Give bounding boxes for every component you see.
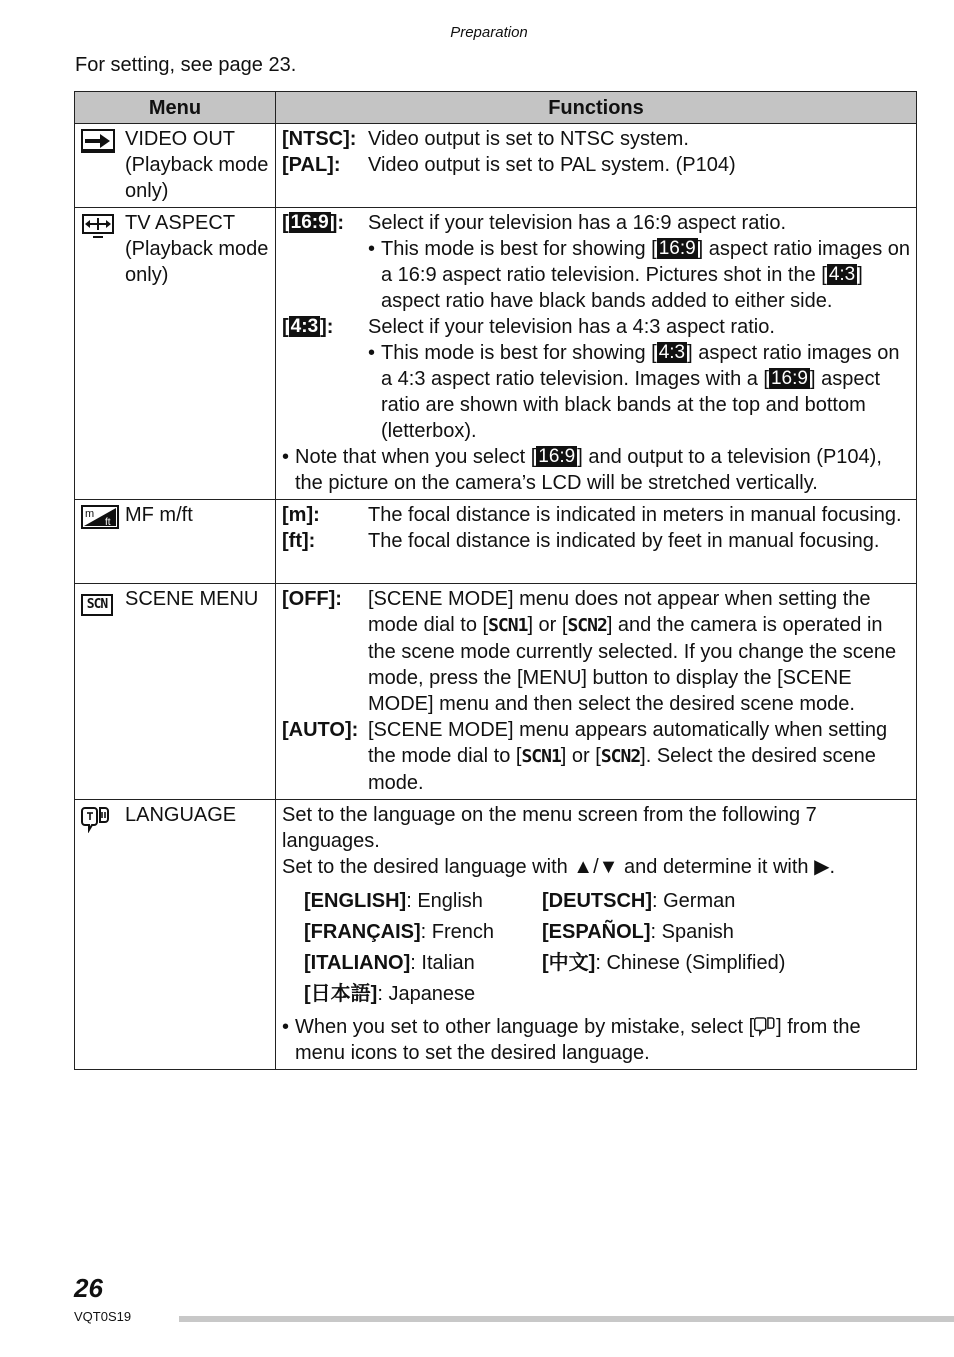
tv-aspect-icon xyxy=(81,213,115,237)
option-m: [m]: The focal distance is indicated in meters in manual focusing. xyxy=(282,504,902,526)
menu-table xyxy=(74,91,917,1070)
menu-item-name: LANGUAGE xyxy=(125,804,237,826)
svg-text:ft: ft xyxy=(105,517,111,528)
language-icon xyxy=(81,805,115,829)
scene-menu-icon: SCN xyxy=(81,594,113,616)
language-description: Set to the language on the menu screen from the following 7 languages. xyxy=(282,804,817,852)
list-item: [日本語]: Japanese xyxy=(304,983,476,1005)
option-16-9: [ 16:9 ]: Select if your television has a 16:9 aspect ratio. xyxy=(282,212,787,234)
aspect-4-3-badge: 4:3 xyxy=(828,264,856,285)
functions-cell xyxy=(276,584,917,800)
scn1-icon: SCN1 xyxy=(488,615,528,636)
language-list xyxy=(304,886,910,1010)
menu-item-name: TV ASPECT xyxy=(125,212,236,234)
option-ntsc: [NTSC]: Video output is set to NTSC system. xyxy=(282,128,689,150)
aspect-16-9-badge: 16:9 xyxy=(770,368,808,389)
scn2-icon: SCN2 xyxy=(600,746,641,767)
aspect-16-9-badge: 16:9 xyxy=(658,238,696,259)
column-header-menu: Menu xyxy=(75,92,276,124)
list-item: [中文]: Chinese (Simplified) xyxy=(542,952,786,974)
aspect-16-9-badge: 16:9 xyxy=(538,446,576,467)
menu-cell xyxy=(75,208,276,500)
footer-bar xyxy=(179,1316,954,1322)
list-item: [ESPAÑOL]: Spanish xyxy=(542,921,734,943)
functions-cell xyxy=(276,124,917,208)
menu-item-name: VIDEO OUT xyxy=(125,128,236,150)
language-icon xyxy=(754,1015,776,1037)
document-code: VQT0S19 xyxy=(74,1309,132,1324)
mf-unit-icon xyxy=(81,505,115,529)
menu-cell xyxy=(75,800,276,1070)
menu-item-name: SCENE MENU xyxy=(125,588,259,610)
menu-item-note: (Playback mode only) xyxy=(125,154,269,202)
table-row xyxy=(75,500,917,584)
section-header: Preparation xyxy=(450,24,528,41)
menu-cell xyxy=(75,584,276,800)
list-item: [DEUTSCH]: German xyxy=(542,890,736,912)
bullet-note: • Note that when you select [ 16:9 ] and output to a television (P104), the picture on the camera’s LCD will be stretched vertically. xyxy=(282,446,882,494)
aspect-16-9-badge: 16:9 xyxy=(290,212,329,233)
scn2-icon: SCN2 xyxy=(567,615,607,636)
option-pal: [PAL]: Video output is set to PAL system. (P104) xyxy=(282,154,736,176)
bullet-note: • When you set to other language by mistake, select [ ] from the menu icons to set the desired language. xyxy=(282,1016,861,1064)
aspect-4-3-badge: 4:3 xyxy=(658,342,686,363)
scn1-icon: SCN1 xyxy=(521,746,561,767)
svg-text:m: m xyxy=(85,508,95,520)
option-4-3: [ 4:3 ]: Select if your television has a 4:3 aspect ratio. xyxy=(282,316,775,338)
bullet-note: • This mode is best for showing [ 4:3 ] aspect ratio images on a 4:3 aspect ratio television. Images with a [ 16:9 ] aspect ratio are shown with black bands at the top and bottom (letterbox). xyxy=(368,342,900,442)
video-out-icon xyxy=(81,129,115,153)
option-off: [OFF]: [SCENE MODE] menu does not appear when setting the mode dial to [SCN1] or [SCN2] and the camera is operated in the scene mode currently selected. If you change the scene mode, press the [MENU] button to display the [SCENE MODE] menu and then select the desired scene mode. xyxy=(282,588,897,715)
option-ft: [ft]: The focal distance is indicated by feet in manual focusing. xyxy=(282,530,880,552)
table-row xyxy=(75,124,917,208)
functions-cell xyxy=(276,500,917,584)
list-item: [ENGLISH]: English xyxy=(304,890,483,912)
menu-item-note: (Playback mode only) xyxy=(125,238,269,286)
menu-cell xyxy=(75,124,276,208)
language-instruction: Set to the desired language with ▲/▼ and determine it with ▶. xyxy=(282,856,836,878)
list-item: [FRANÇAIS]: French xyxy=(304,921,495,943)
bullet-note: • This mode is best for showing [ 16:9 ] aspect ratio images on a 16:9 aspect ratio television. Pictures shot in the [ 4:3 ] aspect ratio have black bands added to either side. xyxy=(368,238,911,312)
table-row xyxy=(75,208,917,500)
table-header-row xyxy=(75,92,917,124)
functions-cell xyxy=(276,800,917,1070)
menu-item-name: MF m/ft xyxy=(125,504,193,526)
table-row xyxy=(75,800,917,1070)
column-header-functions: Functions xyxy=(276,92,917,124)
functions-cell xyxy=(276,208,917,500)
page-number: 26 xyxy=(74,1273,103,1303)
menu-cell xyxy=(75,500,276,584)
option-auto: [AUTO]: [SCENE MODE] menu appears automatically when setting the mode dial to [SCN1] or [SCN2]. Select the desired scene mode. xyxy=(282,719,888,794)
intro-text: For setting, see page 23. xyxy=(75,54,297,76)
table-row xyxy=(75,584,917,800)
list-item: [ITALIANO]: Italian xyxy=(304,952,475,974)
aspect-4-3-badge: 4:3 xyxy=(290,316,319,337)
